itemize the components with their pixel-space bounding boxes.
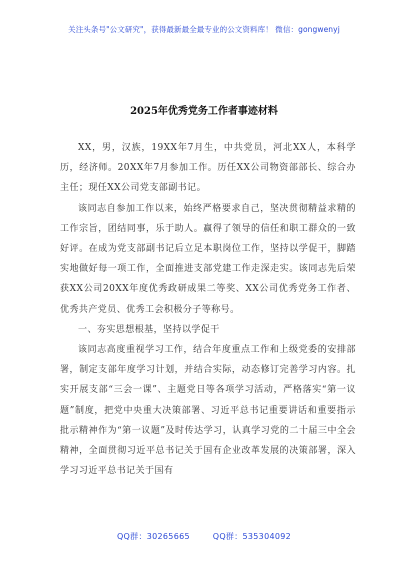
section-heading: 一、夯实思想根基，坚持以学促干 <box>78 324 220 335</box>
qq-group-1: QQ群：30265665 <box>116 532 190 541</box>
header-banner: 关注头条号"公文研究"，获得最新最全最专业的公文资料库！ 微信：gongwenyj <box>68 25 340 34</box>
footer-contact <box>0 531 408 542</box>
paragraph-study: 该同志高度重视学习工作，结合年度重点工作和上级党委的安排部署，制定支部年度学习计划，并结合实际，动态修订完善学习内容。扎实开展支部“三会一课”、主题党日等各项学习活动，严格落实“第一议题”制度，把党中央重大决策部署、习近平总书记重要讲话和重要指示批示精神作为“第一议题”及时传达学习，认真学习党的二十届三中全会精神，全面贯彻习近平总书记关于国有企业改革发展的决策部署，深入学习习近平总书记关于国有 <box>60 345 356 477</box>
document-body <box>60 138 356 481</box>
document-title: 2025年优秀党务工作者事迹材料 <box>130 106 278 117</box>
paragraph-overview: 该同志自参加工作以来，始终严格要求自己，坚决贯彻精益求精的工作宗旨，团结同事，乐于助人。赢得了领导的信任和职工群众的一致好评。在成为党支部副书记后立足本职岗位工作，坚持以学促干，脚踏实地做好每一项工作，全面推进支部党建工作走深走实。该同志先后荣获XX公司20XX年度优秀政研成果二等奖、XX公司优秀党务工作者、优秀共产党员、优秀工会积极分子等称号。 <box>60 203 356 315</box>
paragraph-profile: XX，男，汉族，19XX年7月生，中共党员，河北XX人，本科学历，经济师。20XX年7月参加工作。历任XX公司物资部部长、综合办主任；现任XX公司党支部副书记。 <box>60 143 356 194</box>
qq-group-2: QQ群：535304092 <box>212 532 292 541</box>
